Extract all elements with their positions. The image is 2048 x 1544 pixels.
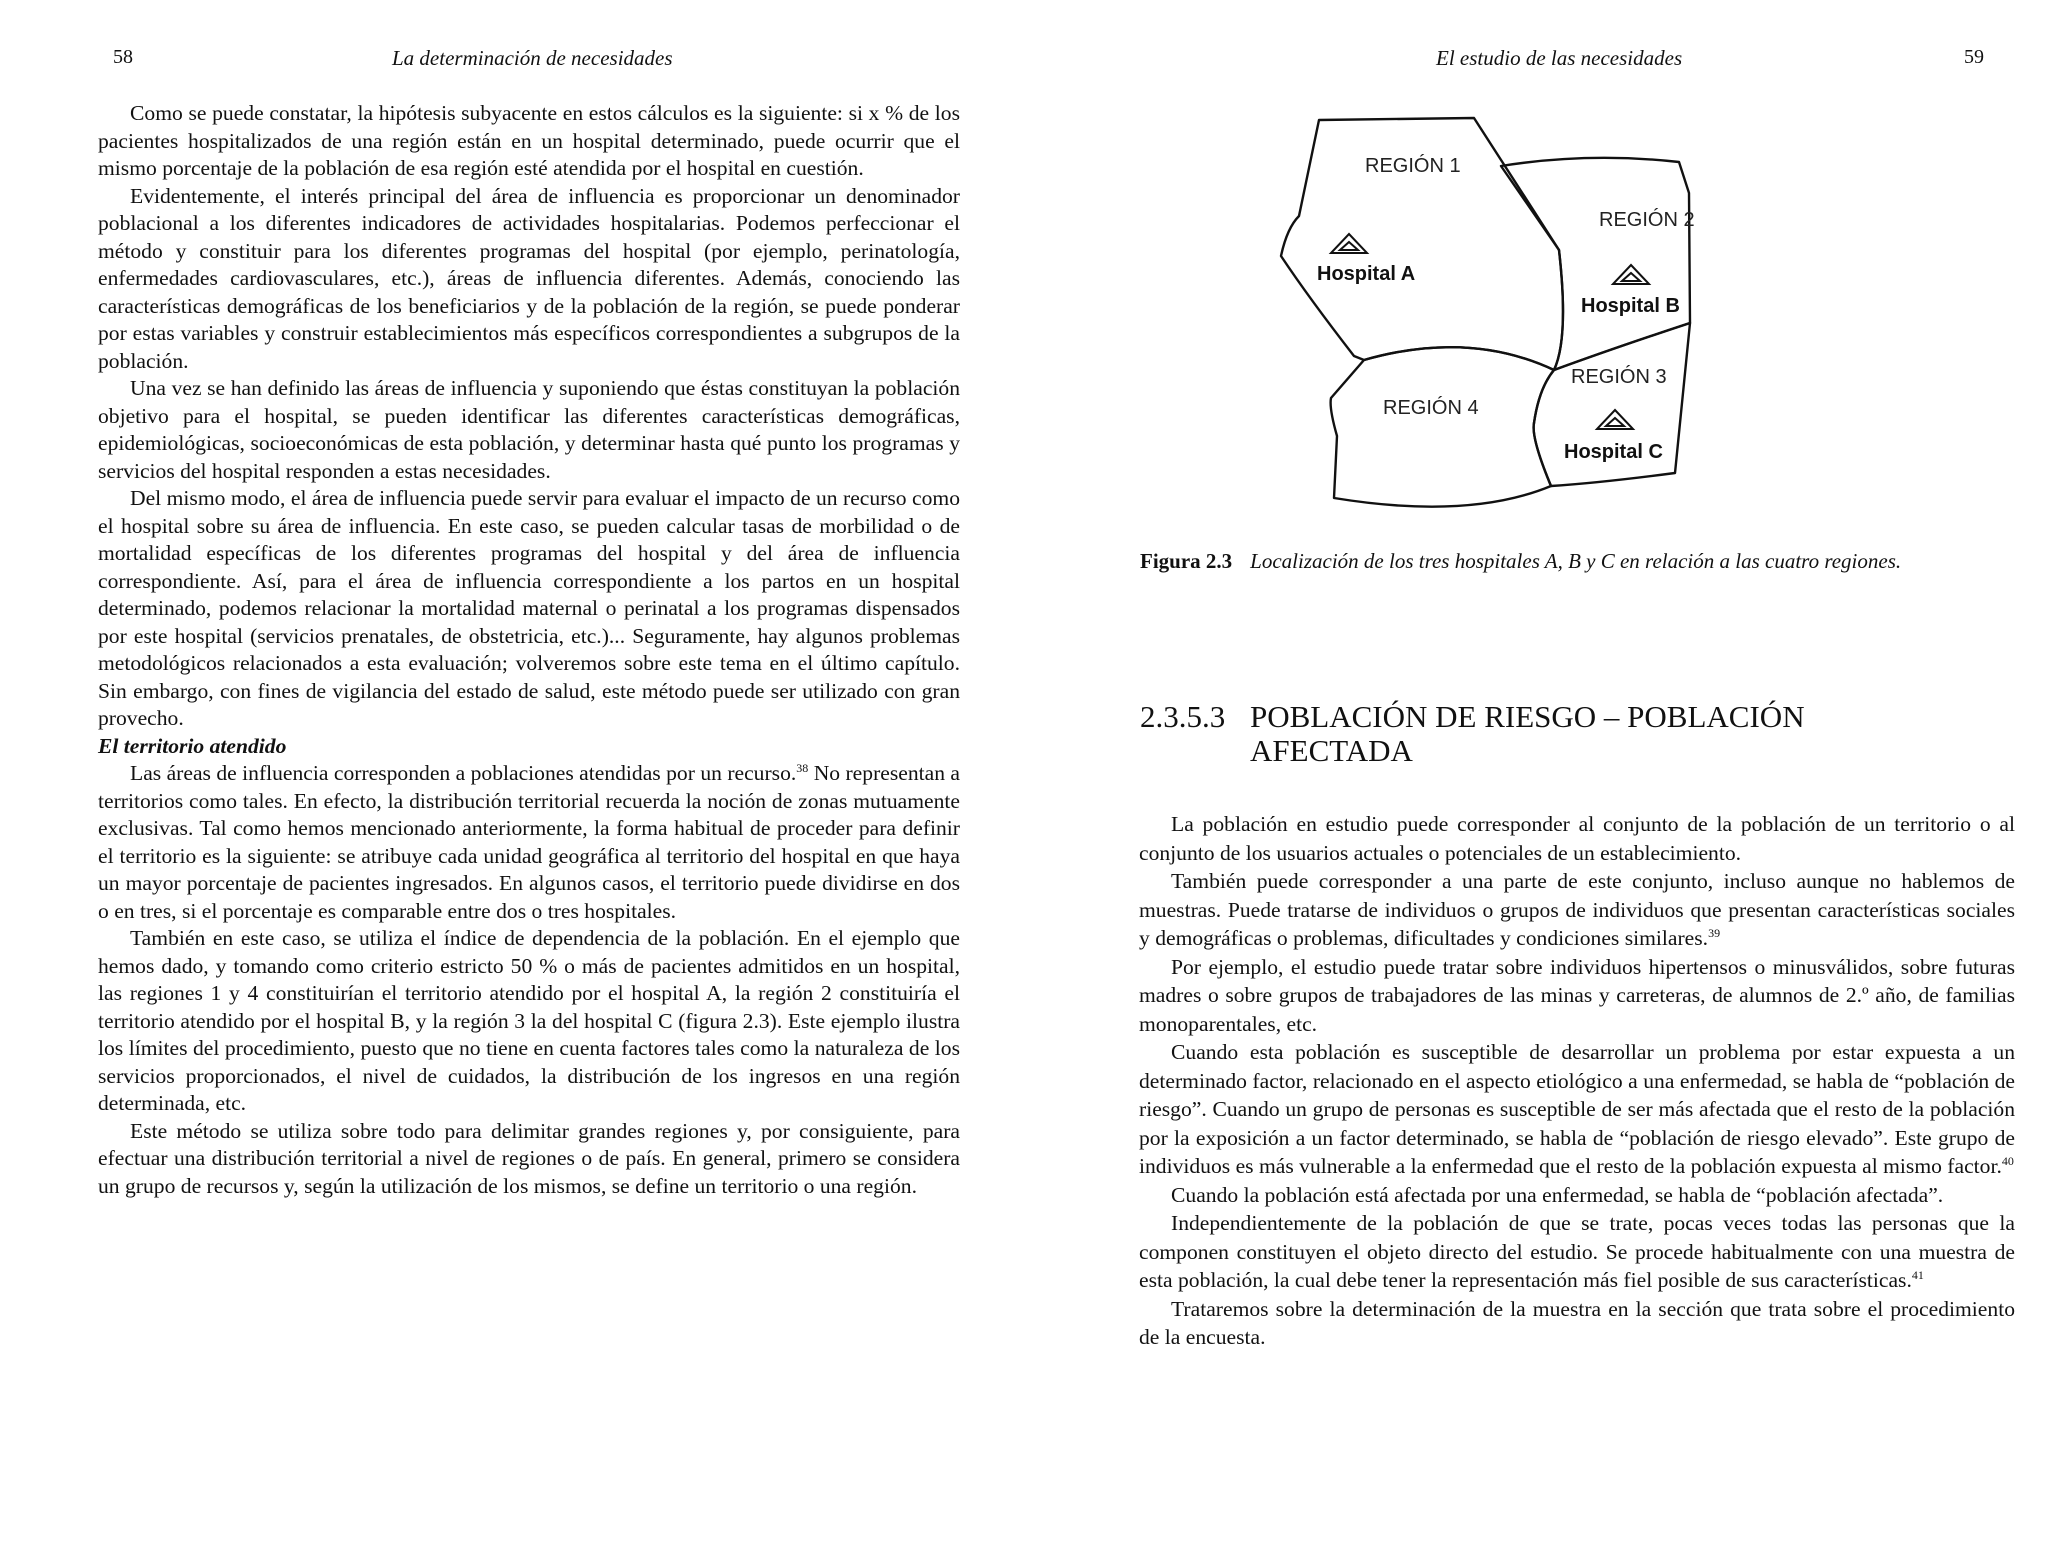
paragraph (1139, 1209, 2015, 1295)
paragraph-text: Las áreas de influencia corresponden a poblaciones atendidas por un recurso. (130, 761, 797, 785)
paragraph: Cuando la población está afectada por una enfermedad, se habla de “población afectada”. (1171, 1182, 1944, 1207)
paragraph: Como se puede constatar, la hipótesis subyacente en estos cálculos es la siguiente: si x % de los pacientes hospitalizados de una región están en un hospital determinado, puede ocurrir que el mismo porcentaje de la población de esa región esté atendida por el hospital en cuestión. (98, 101, 960, 180)
caption-label: Figura 2.3 (1140, 549, 1233, 573)
paragraph: Por ejemplo, el estudio puede tratar sobre individuos hipertensos o minusválidos, sobre futuras madres o sobre grupos de trabajadores de las minas y carreteras, de alumnos de 2.º año, de familias monoparentales, etc. (1139, 954, 2015, 1036)
running-head: El estudio de las necesidades (1436, 46, 1683, 70)
paragraph-text: No representan a territorios como tales. En efecto, la distribución territorial recuerda la noción de zonas mutuamente exclusivas. Tal como hemos mencionado anteriormente, la forma habitual de proceder para definir el territorio es la siguiente: se atribuye cada unidad geográfica al territorio del hospital en que haya un mayor porcentaje de pacientes ingresados. En algunos casos, el territorio puede dividirse en dos o en tres, si el porcentaje es comparable entre dos o tres hospitales. (98, 761, 961, 923)
region-map-figure (1269, 108, 1894, 528)
section-number: 2.3.5.3 (1140, 699, 1226, 734)
running-head: La determinación de necesidades (392, 46, 673, 70)
region-4-boundary (1331, 347, 1554, 507)
hospital-b-marker-inner-icon (1622, 273, 1640, 281)
paragraph: Trataremos sobre la determinación de la muestra en la sección que trata sobre el procedimiento de la encuesta. (1139, 1296, 2015, 1349)
paragraph: También en este caso, se utiliza el índice de dependencia de la población. En el ejemplo que hemos dado, y tomando como criterio estricto 50 % o más de pacientes admitidos en un hospital, las regiones 1 y 4 constituirían el territorio atendido por el hospital A, la región 2 constituiría el territorio atendido por el hospital B, y la región 3 la del hospital C (figura 2.3). Este ejemplo ilustra los límites del procedimiento, puesto que no tiene en cuenta factores tales como la naturaleza de los servicios proporcionados, el nivel de cuidados, la distribución de los ingresos en una región determinada, etc. (98, 926, 960, 1115)
hospital-c-label: Hospital C (1564, 441, 1663, 463)
right-page (1024, 0, 2048, 1544)
caption-text: Localización de los tres hospitales A, B y C en relación a las cuatro regiones. (1250, 549, 1902, 573)
paragraph-text: Cuando esta población es susceptible de desarrollar un problema por estar expuesta a un determinado factor, relacionado en el aspecto etiológico a una enfermedad, se habla de “población de riesgo”. Cuando un grupo de personas es susceptible de ser más afectada que el resto de la población por la exposición a un factor determinado, se habla de “población de riesgo elevado”. Este grupo de individuos es más vulnerable a la enfermedad que el resto de la población expuesta al mismo factor. (1139, 1040, 2015, 1178)
subheading: El territorio atendido (98, 733, 287, 758)
section-title-line1: POBLACIÓN DE RIESGO – POBLACIÓN (1250, 699, 1805, 734)
page-number: 58 (113, 46, 133, 68)
paragraph-text: También puede corresponder a una parte de este conjunto, incluso aunque no hablemos de muestras. Puede tratarse de individuos o grupos de individuos que presentan características sociales y demográficas o problemas, dificultades y condiciones similares. (1139, 869, 2015, 950)
hospital-b-label: Hospital B (1581, 295, 1680, 317)
footnote-ref: 39 (1708, 925, 1721, 940)
section-title-line2: AFECTADA (1250, 733, 1413, 768)
paragraph (1139, 1038, 2015, 1181)
footnote-ref: 38 (796, 760, 809, 775)
footnote-ref: 41 (1911, 1267, 1924, 1282)
region-3-label: REGIÓN 3 (1571, 366, 1667, 388)
region-2-boundary (1501, 158, 1690, 370)
paragraph: Una vez se han definido las áreas de influencia y suponiendo que éstas constituyan la población objetivo para el hospital, se pueden identificar las diferentes características demográficas, epidemiológicas, socioeconómicas de esta población, y determinar hasta qué punto los programas y servicios del hospital responden a estas necesidades. (98, 376, 960, 483)
region-map (1269, 108, 1894, 528)
hospital-c-marker-inner-icon (1606, 418, 1624, 426)
region-4-label: REGIÓN 4 (1383, 397, 1479, 419)
paragraph (98, 760, 960, 925)
hospital-a-marker-inner-icon (1340, 242, 1358, 250)
region-2-label: REGIÓN 2 (1599, 209, 1695, 231)
left-text-column (98, 100, 960, 1200)
paragraph-text: Independientemente de la población de que se trate, pocas veces todas las personas que la componen constituyen el objeto directo del estudio. Se procede habitualmente con una muestra de esta población, la cual debe tener la representación más fiel posible de sus características. (1139, 1211, 2015, 1292)
footnote-ref: 40 (2001, 1153, 2014, 1168)
paragraph: Evidentemente, el interés principal del área de influencia es proporcionar un denominador poblacional a los diferentes indicadores de actividades hospitalarias. Podemos perfeccionar el método y constituir para los diferentes programas del hospital (por ejemplo, perinatología, enfermedades cardiovasculares, etc.), áreas de influencia diferentes. Además, conociendo las características demográficas de los beneficiarios y de la población de la región, se puede ponderar por estas variables y construir establecimientos más específicos correspondientes a subgrupos de la población. (98, 183, 960, 373)
hospital-a-label: Hospital A (1317, 263, 1416, 285)
paragraph: Este método se utiliza sobre todo para delimitar grandes regiones y, por consiguiente, para efectuar una distribución territorial a nivel de regiones o de país. En general, primero se considera un grupo de recursos y, según la utilización de los mismos, se define un territorio o una región. (98, 1118, 960, 1198)
figure-caption (1140, 548, 2014, 575)
page-number: 59 (1964, 46, 1984, 68)
paragraph: Del mismo modo, el área de influencia puede servir para evaluar el impacto de un recurso como el hospital sobre su área de influencia. En este caso, se pueden calcular tasas de morbilidad o de mortalidad específicas de los diferentes programas del hospital y del área de influencia correspondiente. Así, para el área de influencia correspondiente a los partos en un hospital determinado, podemos relacionar la mortalidad maternal o perinatal a los programas dispensados por este hospital (servicios prenatales, de obstetricia, etc.)... Seguramente, hay algunos problemas metodológicos relacionados a esta evaluación; volveremos sobre este tema en el último capítulo. Sin embargo, con fines de vigilancia del estado de salud, este método puede ser utilizado con gran provecho. (98, 486, 960, 730)
paragraph (1139, 867, 2015, 953)
paragraph: La población en estudio puede corresponder al conjunto de la población de un territorio o al conjunto de los usuarios actuales o potenciales de un establecimiento. (1139, 812, 2015, 865)
region-1-label: REGIÓN 1 (1365, 155, 1461, 177)
right-text-column (1139, 810, 2015, 1352)
section-heading (1140, 700, 1900, 768)
